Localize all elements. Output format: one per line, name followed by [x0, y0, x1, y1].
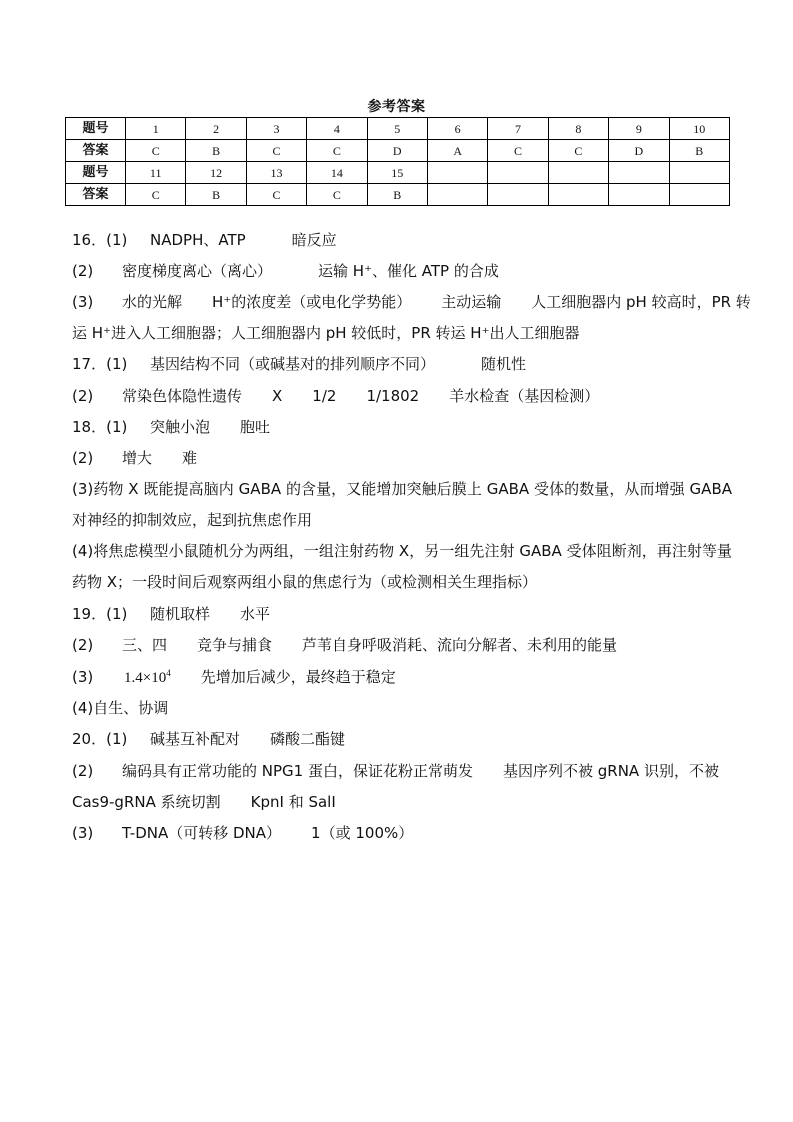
- row-label: 题号: [66, 118, 126, 140]
- answer-text: 人工细胞器内 pH 较高时，PR 转: [531, 293, 751, 311]
- answer-text: 基因序列不被 gRNA 识别，不被: [502, 762, 719, 780]
- q17-line-1: [72, 354, 526, 374]
- table-cell: [609, 184, 669, 206]
- q20-line-1: [72, 729, 345, 749]
- answer-text: H⁺的浓度差（或电化学势能）: [212, 293, 412, 311]
- table-cell: C: [488, 140, 548, 162]
- q18-line-3: (3)药物 X 既能提高脑内 GABA 的含量，又能增加突触后膜上 GABA 受体的数量，从而增强 GABA 对神经的抑制效应，起到抗焦虑作用: [72, 480, 732, 529]
- q18-line-2: [72, 448, 197, 468]
- answer-text: 水的光解: [122, 293, 183, 311]
- answer-text: 随机取样: [150, 605, 211, 623]
- q19-line-2: [72, 635, 617, 655]
- answer-label: 20．(1): [72, 730, 128, 748]
- table-row: [66, 162, 730, 184]
- q19-line-1: [72, 604, 270, 624]
- answer-text: 运 H⁺进入人工细胞器；人工细胞器内 pH 较低时，PR 转运 H⁺出人工细胞器: [72, 324, 580, 342]
- row-label: 答案: [66, 140, 126, 162]
- table-cell: [488, 184, 548, 206]
- table-cell: 3: [246, 118, 306, 140]
- answer-label: 18．(1): [72, 418, 128, 436]
- table-cell: B: [367, 184, 427, 206]
- table-cell: [427, 184, 487, 206]
- row-label: 答案: [66, 184, 126, 206]
- table-cell: 11: [126, 162, 186, 184]
- table-cell: 15: [367, 162, 427, 184]
- table-cell: [609, 162, 669, 184]
- answer-label: (2): [72, 262, 94, 280]
- q16-line-3: [72, 292, 751, 312]
- table-cell: [669, 162, 729, 184]
- table-cell: 14: [307, 162, 367, 184]
- page-title: 参考答案: [367, 99, 426, 115]
- answer-text: NADPH、ATP: [150, 231, 246, 249]
- table-cell: [548, 184, 608, 206]
- table-cell: 4: [307, 118, 367, 140]
- answer-label: 19．(1): [72, 605, 128, 623]
- answer-text: 难: [182, 449, 198, 467]
- answer-text: 羊水检查（基因检测）: [449, 387, 600, 405]
- answer-label: 16．(1): [72, 231, 128, 249]
- table-cell: A: [427, 140, 487, 162]
- answer-text: 芦苇自身呼吸消耗、流向分解者、未利用的能量: [302, 636, 618, 654]
- q20-line-2: [72, 761, 719, 781]
- table-row: [66, 118, 730, 140]
- answer-text: 密度梯度离心（离心）: [122, 262, 273, 280]
- answer-text: 磷酸二酯键: [270, 730, 346, 748]
- table-cell: [427, 162, 487, 184]
- answer-label: (2): [72, 636, 94, 654]
- answer-text: 三、四: [122, 636, 168, 654]
- q16-line-2: [72, 261, 499, 281]
- answer-text: 竞争与捕食: [197, 636, 273, 654]
- row-label: 题号: [66, 162, 126, 184]
- answer-table: [65, 117, 730, 206]
- answer-label: (2): [72, 387, 94, 405]
- answer-label: (2): [72, 449, 94, 467]
- answer-label: (2): [72, 762, 94, 780]
- table-cell: C: [246, 184, 306, 206]
- q16-line-1: [72, 230, 337, 250]
- q20-line-3: [72, 823, 413, 843]
- table-cell: 12: [186, 162, 246, 184]
- answer-text: 常染色体隐性遗传: [122, 387, 243, 405]
- table-cell: C: [548, 140, 608, 162]
- answer-text: 运输 H⁺、催化 ATP 的合成: [318, 262, 499, 280]
- q19-line-3: [72, 667, 396, 688]
- answer-label: 17．(1): [72, 355, 128, 373]
- table-cell: 9: [609, 118, 669, 140]
- q17-line-2: [72, 386, 599, 406]
- table-row: [66, 184, 730, 206]
- table-cell: B: [186, 140, 246, 162]
- q20-line-2-cont: [72, 792, 336, 812]
- answer-text: (4)自生、协调: [72, 699, 169, 717]
- answer-text: 胞吐: [240, 418, 271, 436]
- answer-text: 基因结构不同（或碱基对的排列顺序不同）: [150, 355, 436, 373]
- table-cell: D: [609, 140, 669, 162]
- table-cell: 10: [669, 118, 729, 140]
- answer-text: 增大: [122, 449, 153, 467]
- q18-line-1: [72, 417, 270, 437]
- table-cell: C: [307, 184, 367, 206]
- answer-text: 暗反应: [291, 231, 337, 249]
- answer-text: 碱基互补配对: [150, 730, 241, 748]
- answer-text: T-DNA（可转移 DNA）: [122, 824, 282, 842]
- table-cell: 5: [367, 118, 427, 140]
- q18-line-4: (4)将焦虑模型小鼠随机分为两组，一组注射药物 X，另一组先注射 GABA 受体阻断剂，再注射等量药物 X；一段时间后观察两组小鼠的焦虑行为（或检测相关生理指标）: [72, 542, 732, 591]
- table-cell: C: [126, 184, 186, 206]
- table-cell: C: [126, 140, 186, 162]
- table-cell: [669, 184, 729, 206]
- answer-text: X: [272, 387, 283, 405]
- table-cell: C: [307, 140, 367, 162]
- table-cell: 8: [548, 118, 608, 140]
- table-row: [66, 140, 730, 162]
- answer-text: 1/1802: [366, 387, 420, 405]
- answer-text: 水平: [240, 605, 271, 623]
- table-cell: D: [367, 140, 427, 162]
- table-cell: 7: [488, 118, 548, 140]
- q16-line-3-cont: [72, 323, 580, 343]
- q19-line-4: [72, 698, 168, 718]
- table-cell: 13: [246, 162, 306, 184]
- answer-text: 编码具有正常功能的 NPG1 蛋白，保证花粉正常萌发: [122, 762, 473, 780]
- answer-text: 突触小泡: [150, 418, 211, 436]
- answer-text: 随机性: [481, 355, 527, 373]
- table-cell: 1: [126, 118, 186, 140]
- answer-label: (3): [72, 293, 94, 311]
- answer-label: (3): [72, 824, 94, 842]
- answer-text: 1/2: [312, 387, 337, 405]
- answer-text: KpnI 和 SalI: [250, 793, 336, 811]
- answer-text: $1.4\times 10^4$: [124, 668, 171, 686]
- table-cell: [548, 162, 608, 184]
- answer-text: 主动运输: [441, 293, 502, 311]
- answer-text: 先增加后减少，最终趋于稳定: [200, 668, 396, 686]
- table-cell: C: [246, 140, 306, 162]
- table-cell: 6: [427, 118, 487, 140]
- answer-text: Cas9-gRNA 系统切割: [72, 793, 221, 811]
- answer-text: 1（或 100%）: [311, 824, 414, 842]
- table-cell: 2: [186, 118, 246, 140]
- table-cell: [488, 162, 548, 184]
- answer-label: (3): [72, 668, 94, 686]
- table-cell: B: [186, 184, 246, 206]
- table-cell: B: [669, 140, 729, 162]
